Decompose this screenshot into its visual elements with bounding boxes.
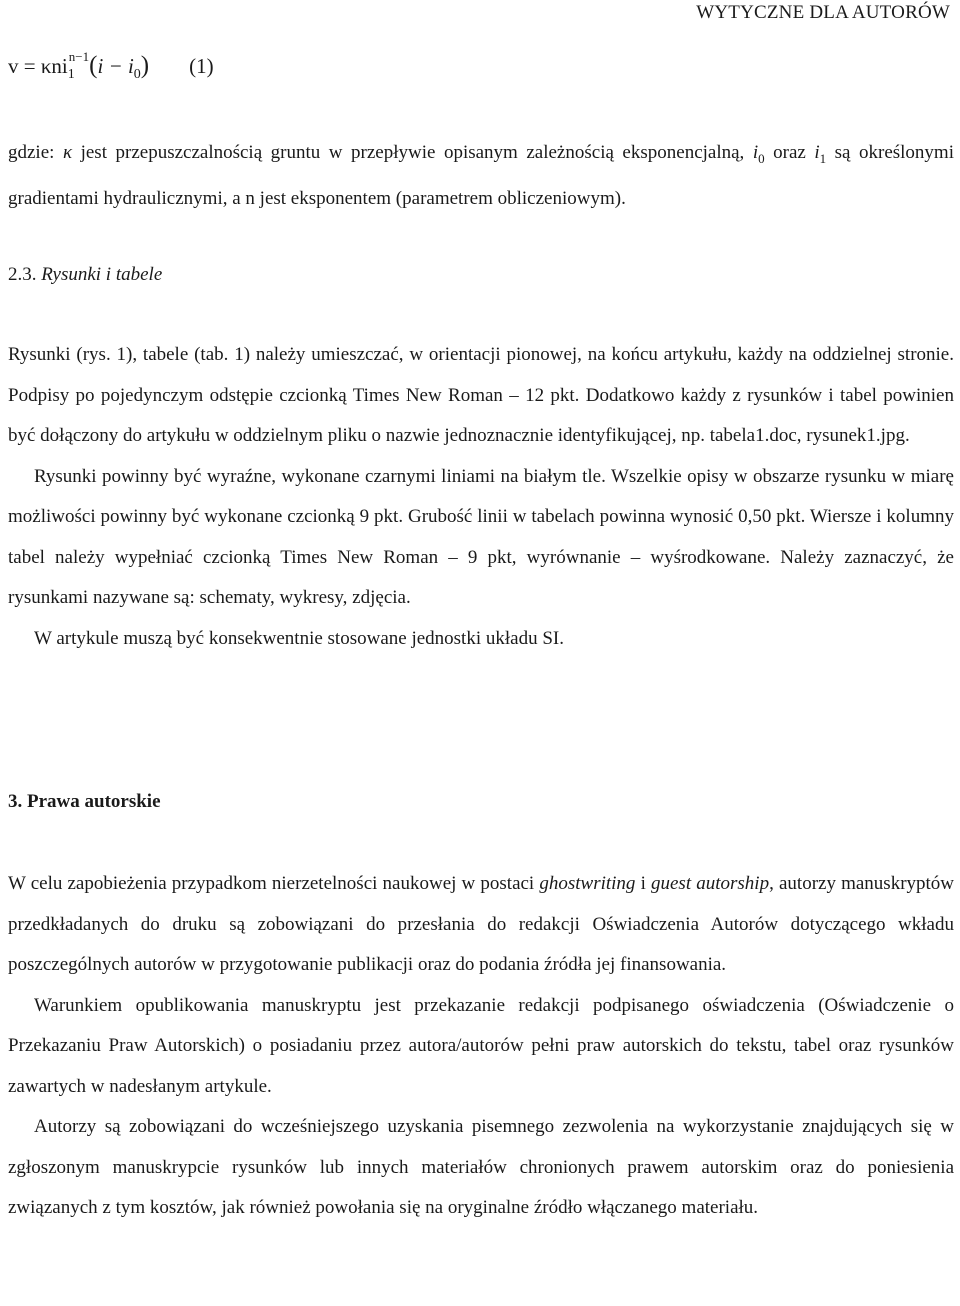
paragraph-figures-tables: Rysunki (rys. 1), tabele (tab. 1) należy umieszczać, w orientacji pionowej, na końcu artykułu, każdy na oddzielnej stronie. Podpisy po pojedynczym odstępie czcionką Times New Roman – 12 pkt. Dodatkowo każdy z rysunków i tabel powinien być dołączony do artykułu w oddzielnym pliku o nazwie jednoznacznie identyfikującej, np. tabela1.doc, rysunek1.jpg. [8, 344, 954, 446]
section-3-body [8, 864, 954, 1229]
section-title: Rysunki i tabele [41, 264, 163, 285]
equation-1 [8, 46, 214, 95]
equation-lhs: v = κni [8, 54, 68, 78]
equation-exponent: n−1 [68, 49, 90, 64]
equation-body: i − i [97, 54, 134, 78]
section-heading-2-3 [8, 255, 162, 295]
equation-open-paren: ( [89, 52, 98, 79]
equation-number: (1) [189, 54, 214, 78]
explanation-block [8, 133, 954, 220]
paragraph-si-units: W artykule muszą być konsekwentnie stosowane jednostki układu SI. [34, 627, 564, 649]
equation-lhs-subscript: 1 [67, 67, 75, 82]
running-header: WYTYCZNE DLA AUTORÓW [696, 2, 950, 23]
paragraph-copyright-statement: Warunkiem opublikowania manuskryptu jest przekazanie redakcji podpisanego oświadczenia (Oświadczenie o Przekazaniu Praw Autorskich) o posiadaniu przez autora/autorów pełni praw autorskich do tekstu, tabel oraz rysunków zawartych w nadesłanym artykule. [8, 994, 954, 1097]
equation-body-subscript: 0 [133, 67, 141, 82]
paragraph-figure-style: Rysunki powinny być wyraźne, wykonane czarnymi liniami na białym tle. Wszelkie opisy w obszarze rysunku w miarę możliwości powinny być wykonane czcionką 9 pkt. Grubość linii w tabelach powinna wynosić 0,50 pkt. Wiersze i kolumny tabel należy wypełniać czcionką Times New Roman – 9 pkt, wyrównanie – wyśrodkowane. Należy zaznaczyć, że rysunkami nazywane są: schematy, wykresy, zdjęcia. [8, 465, 954, 608]
section-2-3-body [8, 335, 954, 659]
explanation-paragraph: gdzie: κ jest przepuszczalnością gruntu w przepływie opisanym zależnością eksponencjalną, $i_0$ oraz $i_1$ są określonymi gradientami hydraulicznymi, a n jest eksponentem (parametrem obliczeniowym). [8, 142, 954, 210]
paragraph-ghostwriting: W celu zapobieżenia przypadkom nierzetelności naukowej w postaci ghostwriting i guest autorship, autorzy manuskryptów przedkładanych do druku są zobowiązani do przesłania do redakcji Oświadczenia Autorów dotyczącego wkładu poszczególnych autorów w przygotowanie publikacji oraz do podania źródła jej finansowania. [8, 873, 955, 975]
section-heading-3: 3. Prawa autorskie [8, 791, 161, 812]
equation-close-paren: ) [140, 52, 150, 79]
paragraph-permissions: Autorzy są zobowiązani do wcześniejszego uzyskania pisemnego zezwolenia na wykorzystanie znajdujących się w zgłoszonym manuskrypcie rysunków lub innych materiałów chronionych prawem autorskim oraz do poniesienia związanych z tym kosztów, jak również powołania się na oryginalne źródło włączanego materiału. [8, 1116, 954, 1218]
section-number: 2.3. [8, 264, 42, 285]
